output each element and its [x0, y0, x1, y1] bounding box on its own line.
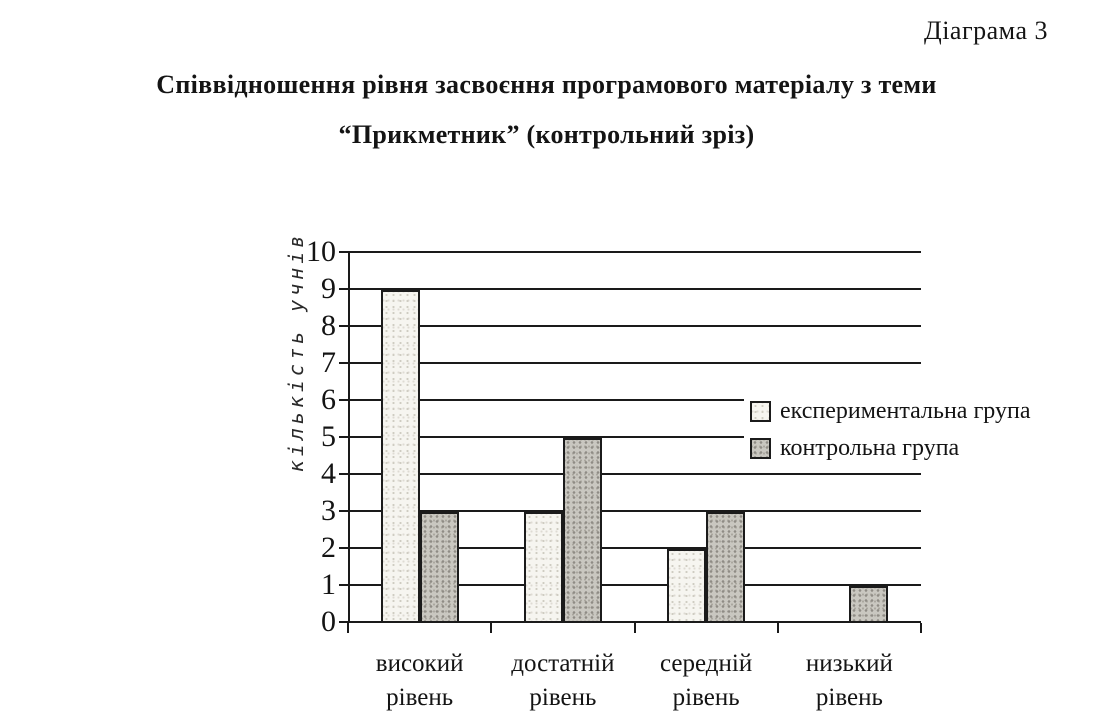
y-axis-line	[348, 253, 350, 623]
gridline	[348, 362, 921, 364]
bar-experimental	[381, 290, 420, 623]
x-axis-category-label-line: рівень	[815, 684, 883, 711]
chart-title-line-2: “Прикметник” (контрольний зріз)	[338, 120, 755, 149]
bar-control	[563, 438, 602, 623]
x-axis-category-label	[764, 647, 934, 715]
x-axis-tick	[777, 623, 779, 633]
x-axis-category-label-line: низький	[805, 650, 893, 677]
x-axis-tick	[634, 623, 636, 633]
y-axis-tick	[339, 399, 348, 401]
y-tick-label: 8	[321, 309, 336, 342]
y-tick-label: 2	[321, 531, 336, 564]
y-tick-label: 0	[321, 605, 336, 638]
y-axis-tick	[339, 362, 348, 364]
legend-swatch-experimental-icon	[750, 401, 771, 422]
bar-control	[706, 512, 745, 623]
y-axis-tick	[339, 584, 348, 586]
gridline	[348, 325, 921, 327]
x-axis-tick	[347, 623, 349, 633]
y-axis-tick	[339, 510, 348, 512]
y-tick-label: 6	[321, 383, 336, 416]
bar-control	[420, 512, 459, 623]
chart-legend	[744, 393, 1080, 468]
y-tick-label: 9	[321, 272, 336, 305]
y-axis-title: кількість учнів	[284, 231, 308, 473]
legend-item-control	[750, 434, 1080, 462]
y-axis-tick	[339, 325, 348, 327]
x-axis-category-label-line: високий	[375, 650, 464, 677]
x-axis-category-label-line: рівень	[672, 684, 740, 711]
legend-swatch-control-icon	[750, 438, 771, 459]
y-axis-tick	[339, 288, 348, 290]
bar-experimental	[524, 512, 563, 623]
x-axis-category-label-line: достатній	[511, 650, 615, 677]
y-axis-tick	[339, 251, 348, 253]
legend-label-experimental: експериментальна група	[780, 398, 1031, 424]
x-axis-category-label-line: середній	[660, 650, 753, 677]
x-axis-category-label-line: рівень	[529, 684, 597, 711]
y-axis-tick	[339, 436, 348, 438]
y-axis-tick	[339, 547, 348, 549]
y-tick-label: 10	[306, 235, 336, 268]
y-tick-label: 4	[321, 457, 336, 490]
gridline	[348, 251, 921, 253]
x-axis-tick	[920, 623, 922, 633]
y-axis-tick	[339, 473, 348, 475]
bar-experimental	[667, 549, 706, 623]
chart-title-line-1: Співвідношення рівня засвоєння програмового матеріалу з теми	[156, 70, 937, 99]
y-tick-label: 7	[321, 346, 336, 379]
gridline	[348, 288, 921, 290]
legend-label-control: контрольна група	[780, 435, 960, 461]
x-axis-tick	[490, 623, 492, 633]
legend-item-experimental	[750, 397, 1080, 425]
y-tick-label: 1	[321, 568, 336, 601]
bar-control	[849, 586, 888, 623]
gridline	[348, 473, 921, 475]
y-tick-label: 5	[321, 420, 336, 453]
diagram-number-label: Діаграма 3	[923, 16, 1048, 45]
x-axis-category-label-line: рівень	[386, 684, 454, 711]
y-tick-label: 3	[321, 494, 336, 527]
